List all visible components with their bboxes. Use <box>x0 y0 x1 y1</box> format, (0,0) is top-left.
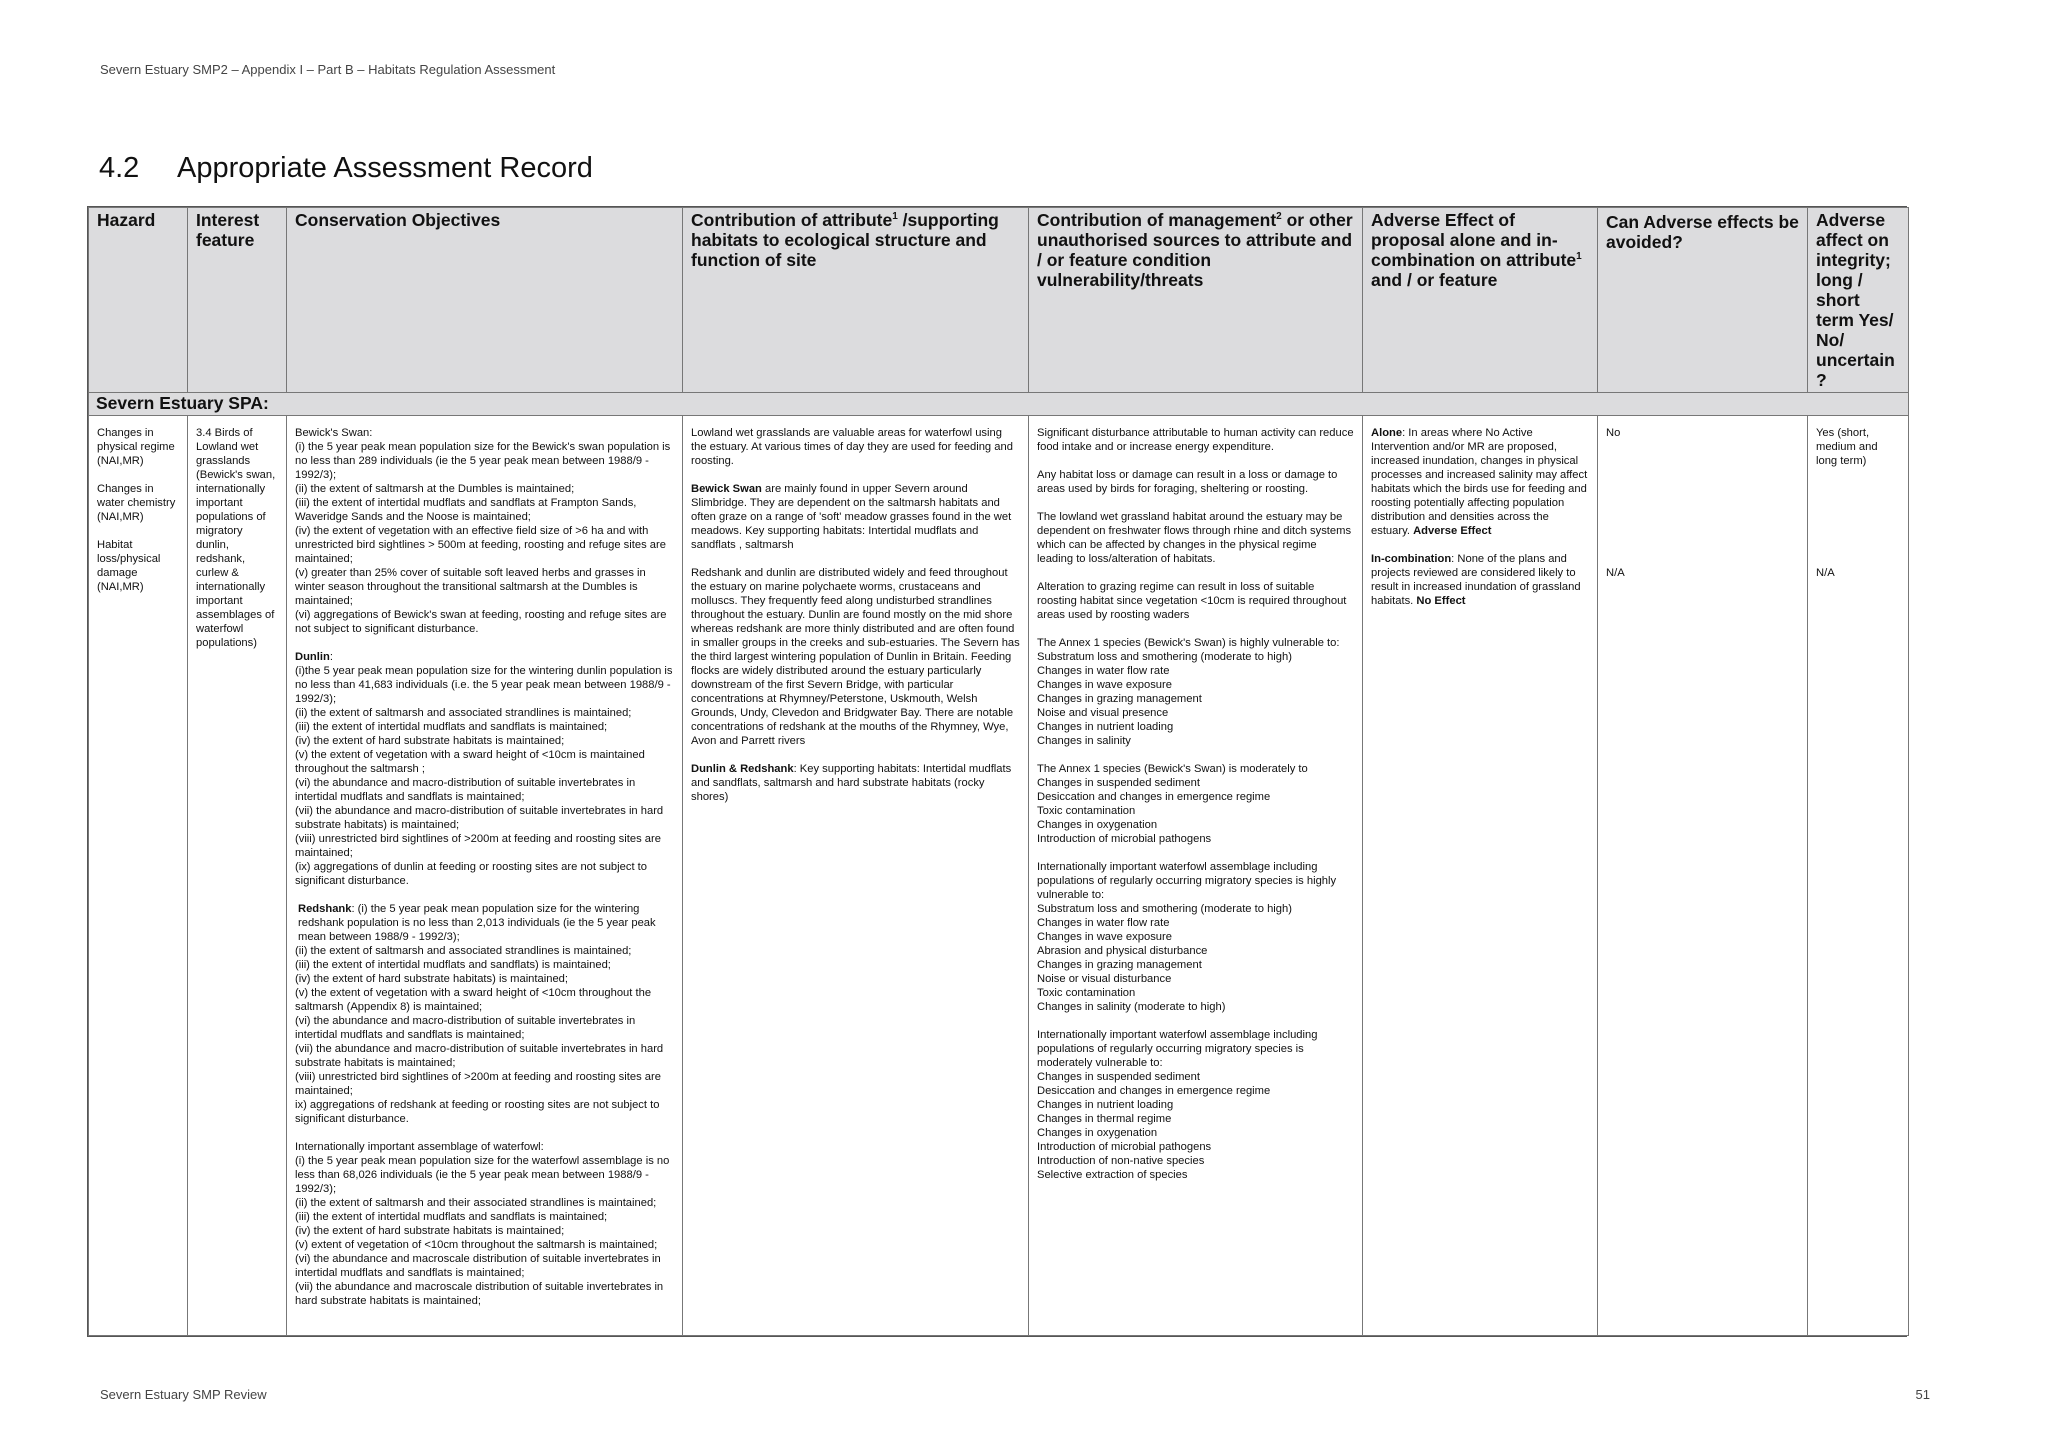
objective-item: (ii) the extent of saltmarsh and their associated strandlines is maintained; <box>295 1197 657 1209</box>
footnote-marker: 1 <box>1576 251 1582 263</box>
vulnerability-item: Changes in water flow rate <box>1037 917 1170 929</box>
col-header-hazard: Hazard <box>89 208 188 393</box>
hazard-item: Changes in water chemistry (NAI,MR) <box>97 483 176 523</box>
col-header-conservation-objectives: Conservation Objectives <box>287 208 683 393</box>
assessment-result: No Effect <box>1416 595 1466 607</box>
objective-item: (iv) the extent of hard substrate habitats) is maintained; <box>295 973 568 985</box>
hazard-cell <box>89 416 188 1336</box>
objective-item: (iv) the extent of vegetation with an effective field size of >6 ha and with unrestricted bird sightlines > 500m at feeding, roosting and refuge sites are maintained; <box>295 525 666 565</box>
objective-item: ix) aggregations of redshank at feeding or roosting sites are not subject to significant disturbance. <box>295 1099 660 1125</box>
adverse-alone-paragraph <box>1371 426 1589 538</box>
section-heading <box>99 152 593 185</box>
adverse-text: : In areas where No Active Intervention and/or MR are proposed, increased inundation, changes in physical processes and increased salinity may affect habitats which the birds use for feeding and roosting potentially affecting population distribution and densities across the estuary. <box>1371 427 1588 537</box>
management-header-text-rest: or other unauthorised sources to attribute and / or feature condition vulnerability/threats <box>1037 210 1353 290</box>
assessment-result: Adverse Effect <box>1413 525 1492 537</box>
objective-item: (iii) the extent of intertidal mudflats and sandflats at Frampton Sands, Waveridge Sands and the Noose is maintained; <box>295 497 637 523</box>
objective-item: (v) the extent of vegetation with a sward height of <10cm is maintained throughout the saltmarsh ; <box>295 749 645 775</box>
vulnerability-item: Changes in oxygenation <box>1037 1127 1158 1139</box>
vulnerability-item: Introduction of microbial pathogens <box>1037 1141 1212 1153</box>
objective-item: (i) the 5 year peak mean population size for the Bewick's swan population is no less than 289 individuals (ie the 5 year peak mean between 1988/9 - 1992/3); <box>295 441 671 481</box>
avoided-incombination-value: N/A <box>1606 567 1625 579</box>
integrity-incombination-value: N/A <box>1816 567 1835 579</box>
adverse-header-text-rest: and / or feature <box>1371 270 1498 290</box>
table-row <box>89 416 1909 1336</box>
vulnerability-item: Toxic contamination <box>1037 805 1136 817</box>
objective-heading: Bewick's Swan: <box>295 427 373 439</box>
vulnerability-item: Changes in wave exposure <box>1037 931 1172 943</box>
assessment-table <box>87 206 1907 1337</box>
vulnerability-item: Desiccation and changes in emergence regime <box>1037 791 1271 803</box>
species-label: Dunlin & Redshank <box>691 763 794 775</box>
contribution-paragraph: Lowland wet grasslands are valuable areas for waterfowl using the estuary. At various times of day they are used for feeding and roosting. <box>691 427 1013 467</box>
contribution-text: : Key supporting habitats: Intertidal mudflats and sandflats, saltmarsh and hard substrate habitats (rocky shores) <box>691 763 1012 803</box>
management-paragraph: Significant disturbance attributable to human activity can reduce food intake and or increase energy expenditure. <box>1037 427 1354 453</box>
species-label: Dunlin <box>295 651 330 663</box>
avoided-alone-value: No <box>1606 427 1621 439</box>
objective-item: (vi) the abundance and macro-distribution of suitable invertebrates in intertidal mudflats and sandflats is maintained; <box>295 1015 636 1041</box>
objective-item: (iv) the extent of hard substrate habitats is maintained; <box>295 1225 565 1237</box>
col-header-adverse-effect <box>1363 208 1598 393</box>
objective-item: (v) extent of vegetation of <10cm throughout the saltmarsh is maintained; <box>295 1239 658 1251</box>
vulnerability-item: Changes in oxygenation <box>1037 819 1158 831</box>
species-label: Bewick Swan <box>691 483 762 495</box>
footnote-marker: 2 <box>1276 211 1282 223</box>
hazard-item: Habitat loss/physical damage (NAI,MR) <box>97 539 161 593</box>
vulnerability-item: Abrasion and physical disturbance <box>1037 945 1208 957</box>
vulnerability-item: Changes in salinity <box>1037 735 1131 747</box>
interest-feature-cell <box>188 416 287 1336</box>
section-title: Appropriate Assessment Record <box>177 152 593 184</box>
objective-item: (vii) the abundance and macro-distribution of suitable invertebrates in hard substrate habitats) is maintained; <box>295 805 664 831</box>
contribution-header-text: Contribution of attribute <box>691 210 893 230</box>
management-paragraph: The lowland wet grassland habitat around the estuary may be dependent on freshwater flows through rhine and ditch systems which can be affected by changes in the physical regime leading to loss/alteration of habitats. <box>1037 511 1352 565</box>
objective-item: (vi) the abundance and macro-distribution of suitable invertebrates in intertidal mudflats and sandflats is maintained; <box>295 777 636 803</box>
vulnerability-item: Substratum loss and smothering (moderate to high) <box>1037 651 1292 663</box>
contribution-paragraph: Redshank and dunlin are distributed widely and feed throughout the estuary on marine polychaete worms, crustaceans and molluscs. They frequently feed along undisturbed strandlines throughout the estuary. Dunlin are found mostly on the mid shore whereas redshank are more thinly distributed and are often found in smaller groups in the creeks and sub-estuaries. The Severn has the third largest wintering population of Dunlin in Britain. Feeding flocks are widely distributed around the estuary particularly downstream of the first Severn Bridge, with particular concentrations at Rhymney/Peterstone, Uskmouth, Welsh Grounds, Undy, Clevedon and Bridgwater Bay. There are notable concentrations of redshank at the mouths of the Rhymney, Wye, Avon and Parrett rivers <box>691 567 1020 747</box>
objective-item: (ix) aggregations of dunlin at feeding or roosting sites are not subject to significant disturbance. <box>295 861 647 887</box>
conservation-objectives-cell <box>287 416 683 1336</box>
management-header-text: Contribution of management <box>1037 210 1277 230</box>
adverse-effect-cell <box>1363 416 1598 1336</box>
vulnerability-item: Changes in grazing management <box>1037 693 1202 705</box>
objective-item: (viii) unrestricted bird sightlines of >200m at feeding and roosting sites are maintained; <box>295 833 661 859</box>
running-header: Severn Estuary SMP2 – Appendix I – Part B – Habitats Regulation Assessment <box>100 62 556 77</box>
vulnerability-item: Changes in nutrient loading <box>1037 1099 1174 1111</box>
objective-item: (i)the 5 year peak mean population size for the wintering dunlin population is no less than 41,683 individuals (i.e. the 5 year peak mean between 1988/9 - 1992/3); <box>295 665 673 705</box>
col-header-integrity: Adverse affect on integrity; long / short term Yes/ No/ uncertain ? <box>1808 208 1909 393</box>
interest-feature-text: 3.4 Birds of Lowland wet grasslands (Bewick's swan, internationally important populations of migratory dunlin, redshank, curlew & internationally important assemblages of waterfowl populations) <box>196 427 276 649</box>
objective-item: (v) the extent of vegetation with a sward height of <10cm throughout the saltmarsh (Appendix 8) is maintained; <box>295 987 652 1013</box>
contribution-text: are mainly found in upper Severn around Slimbridge. They are dependent on the saltmarsh habitats and often graze on a range of 'soft' meadow grasses found in the wet meadows. Key supporting habitats: Intertidal mudflats and sandflats , saltmarsh <box>691 483 1012 551</box>
objective-item: (ii) the extent of saltmarsh at the Dumbles is maintained; <box>295 483 575 495</box>
col-header-can-be-avoided: Can Adverse effects be avoided? <box>1598 208 1808 393</box>
adverse-header-text: Adverse Effect of proposal alone and in-combination on attribute <box>1371 210 1577 270</box>
hazard-item: Changes in physical regime (NAI,MR) <box>97 427 175 467</box>
management-cell <box>1029 416 1363 1336</box>
vulnerability-item: Desiccation and changes in emergence regime <box>1037 1085 1271 1097</box>
objective-item: (viii) unrestricted bird sightlines of >200m at feeding and roosting sites are maintained; <box>295 1071 661 1097</box>
vulnerability-item: Changes in grazing management <box>1037 959 1202 971</box>
objective-item: (vi) aggregations of Bewick's swan at feeding, roosting and refuge sites are not subject to significant disturbance. <box>295 609 667 635</box>
integrity-cell <box>1808 416 1909 1336</box>
assessment-label: Alone <box>1371 427 1403 439</box>
can-be-avoided-cell <box>1598 416 1808 1336</box>
objective-item: (vii) the abundance and macro-distribution of suitable invertebrates in hard substrate habitats is maintained; <box>295 1043 664 1069</box>
adverse-incombination-paragraph <box>1371 552 1589 608</box>
objective-heading <box>295 902 674 944</box>
contribution-cell <box>683 416 1029 1336</box>
vulnerability-item: Noise and visual presence <box>1037 707 1169 719</box>
objective-item: (iii) the extent of intertidal mudflats and sandflats is maintained; <box>295 721 608 733</box>
vulnerability-heading: Internationally important waterfowl assemblage including populations of regularly occurring migratory species is highly vulnerable to: <box>1037 861 1337 901</box>
objective-item: (vii) the abundance and macroscale distribution of suitable invertebrates in hard substrate habitats is maintained; <box>295 1281 664 1307</box>
management-paragraph: Alteration to grazing regime can result in loss of suitable roosting habitat since vegetation <10cm is required throughout areas used by roosting waders <box>1037 581 1347 621</box>
species-label: Redshank <box>298 903 352 915</box>
site-name: Severn Estuary SPA: <box>89 393 1909 416</box>
vulnerability-item: Changes in suspended sediment <box>1037 777 1200 789</box>
objective-item: (iv) the extent of hard substrate habitats is maintained; <box>295 735 565 747</box>
objective-item: (ii) the extent of saltmarsh and associated strandlines is maintained; <box>295 945 632 957</box>
vulnerability-item: Changes in nutrient loading <box>1037 721 1174 733</box>
vulnerability-item: Substratum loss and smothering (moderate to high) <box>1037 903 1292 915</box>
objective-item: (iii) the extent of intertidal mudflats and sandflats) is maintained; <box>295 959 611 971</box>
objective-item: (vi) the abundance and macroscale distribution of suitable invertebrates in intertidal mudflats and sandflats is maintained; <box>295 1253 661 1279</box>
objective-item: (v) greater than 25% cover of suitable soft leaved herbs and grasses in winter season throughout the transitional saltmarsh at the Dumbles is maintained; <box>295 567 646 607</box>
objective-heading: Internationally important assemblage of waterfowl: <box>295 1141 544 1153</box>
vulnerability-item: Changes in salinity (moderate to high) <box>1037 1001 1226 1013</box>
objective-item: : (i) the 5 year peak mean population size for the wintering redshank population is no less than 2,013 individuals (ie the 5 year peak mean between 1988/9 - 1992/3); <box>298 903 656 943</box>
page-number: 51 <box>1915 1387 1930 1402</box>
adverse-text: : None of the plans and projects reviewed are considered likely to result in increased inundation of grassland habitats. <box>1371 553 1581 607</box>
vulnerability-item: Introduction of non-native species <box>1037 1155 1205 1167</box>
col-header-contribution <box>683 208 1029 393</box>
footnote-marker: 1 <box>892 211 898 223</box>
section-number: 4.2 <box>99 152 140 184</box>
management-paragraph: Any habitat loss or damage can result in a loss or damage to areas used by birds for foraging, sheltering or roosting. <box>1037 469 1338 495</box>
assessment-label: In-combination <box>1371 553 1452 565</box>
col-header-interest-feature: Interest feature <box>188 208 287 393</box>
vulnerability-item: Noise or visual disturbance <box>1037 973 1172 985</box>
objective-item: (iii) the extent of intertidal mudflats and sandflats is maintained; <box>295 1211 608 1223</box>
vulnerability-item: Introduction of microbial pathogens <box>1037 833 1212 845</box>
vulnerability-item: Changes in water flow rate <box>1037 665 1170 677</box>
contribution-paragraph <box>691 482 1020 552</box>
col-header-management <box>1029 208 1363 393</box>
vulnerability-heading: The Annex 1 species (Bewick's Swan) is moderately to <box>1037 763 1308 775</box>
vulnerability-item: Changes in wave exposure <box>1037 679 1172 691</box>
header-row <box>89 208 1909 393</box>
vulnerability-item: Toxic contamination <box>1037 987 1136 999</box>
footer-title: Severn Estuary SMP Review <box>100 1387 267 1402</box>
objective-heading: Dunlin: <box>295 651 333 663</box>
vulnerability-item: Changes in thermal regime <box>1037 1113 1172 1125</box>
objective-item: (ii) the extent of saltmarsh and associated strandlines is maintained; <box>295 707 632 719</box>
vulnerability-item: Changes in suspended sediment <box>1037 1071 1200 1083</box>
contribution-paragraph <box>691 762 1020 804</box>
site-row <box>89 393 1909 416</box>
integrity-alone-value: Yes (short, medium and long term) <box>1816 427 1878 467</box>
contribution-header-text-rest: /supporting habitats to ecological structure and function of site <box>691 210 999 270</box>
objective-item: (i) the 5 year peak mean population size for the waterfowl assemblage is no less than 68,026 individuals (ie the 5 year peak mean between 1988/9 - 1992/3); <box>295 1155 670 1195</box>
vulnerability-item: Selective extraction of species <box>1037 1169 1188 1181</box>
vulnerability-heading: The Annex 1 species (Bewick's Swan) is highly vulnerable to: <box>1037 637 1340 649</box>
vulnerability-heading: Internationally important waterfowl assemblage including populations of regularly occurring migratory species is moderately vulnerable to: <box>1037 1029 1318 1069</box>
